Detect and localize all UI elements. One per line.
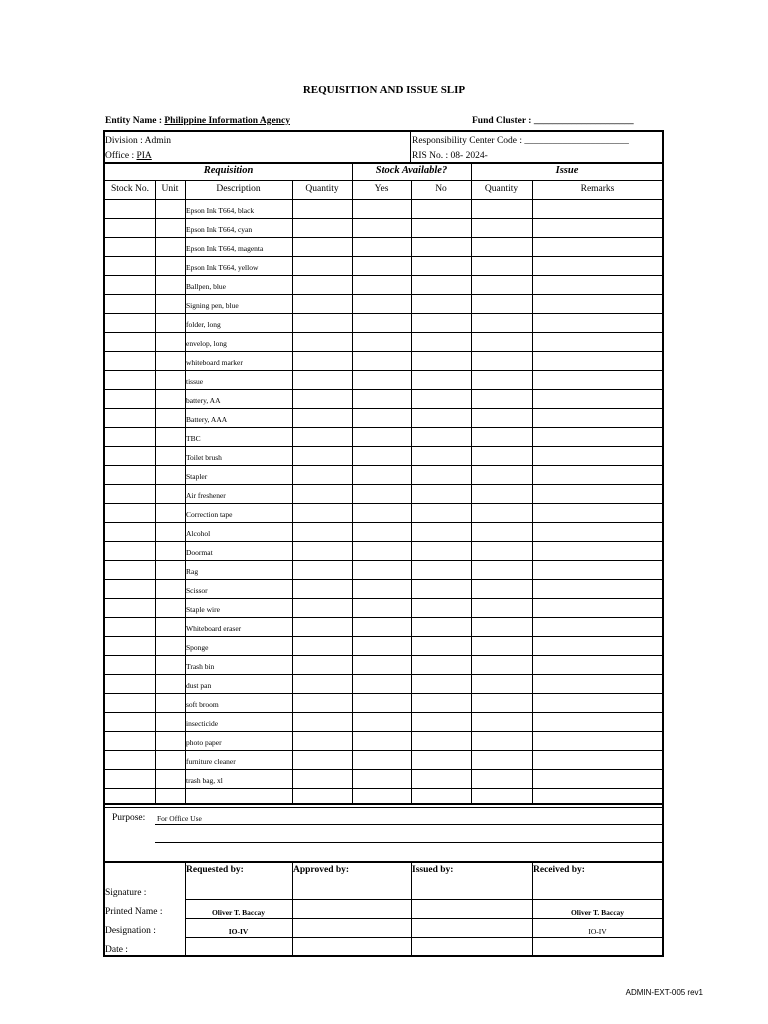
- col-line-292: [292, 180, 293, 804]
- date-label: Date :: [105, 945, 128, 955]
- table-row: [103, 807, 664, 808]
- form-code: ADMIN-EXT-005 rev1: [625, 988, 703, 997]
- item-description: Whiteboard eraser: [186, 624, 242, 633]
- table-row: [103, 788, 664, 789]
- item-description: Rag: [186, 567, 199, 576]
- table-row: [103, 636, 664, 637]
- item-description: Signing pen, blue: [186, 301, 239, 310]
- col-line-411: [411, 180, 412, 804]
- item-description: insecticide: [186, 719, 219, 728]
- table-row: [103, 484, 664, 485]
- table-row: [103, 446, 664, 447]
- requested-by-name: Oliver T. Baccay: [211, 908, 266, 917]
- section-bottom-line: [103, 180, 664, 181]
- items-bottom-line: [103, 803, 664, 805]
- table-row: [103, 655, 664, 656]
- fund-cluster-value: _____________________: [533, 116, 634, 126]
- table-row: [103, 465, 664, 466]
- purpose-line-2: [155, 842, 663, 843]
- table-row: [103, 237, 664, 238]
- item-description: Epson Ink T664, cyan: [186, 225, 253, 234]
- item-description: Stapler: [186, 472, 208, 481]
- frame-top: [103, 130, 664, 132]
- table-row: [103, 560, 664, 561]
- col-line-155: [155, 180, 156, 804]
- entity-name-value: Philippine Information Agency: [164, 116, 290, 126]
- division: Division : Admin: [105, 136, 171, 146]
- column-header-bottom: [103, 199, 664, 200]
- received-by-designation: IO-IV: [588, 927, 607, 936]
- frame-left: [103, 130, 105, 957]
- table-row: [103, 408, 664, 409]
- frame-bottom: [103, 955, 664, 957]
- entity-name-label: Entity Name :: [105, 116, 165, 126]
- table-row: [103, 332, 664, 333]
- sig-col-292: [292, 861, 293, 956]
- item-description: soft broom: [186, 700, 219, 709]
- received-by-header: Received by:: [533, 865, 585, 875]
- item-description: Toilet brush: [186, 453, 222, 462]
- col-quantity: Quantity: [305, 184, 339, 194]
- table-row: [103, 275, 664, 276]
- item-description: Doormat: [186, 548, 213, 557]
- requested-by-header: Requested by:: [186, 865, 244, 875]
- item-description: Epson Ink T664, black: [186, 206, 255, 215]
- table-row: [103, 351, 664, 352]
- table-row: [103, 503, 664, 504]
- signatory-top-line: [103, 861, 664, 863]
- frame-right: [662, 130, 664, 957]
- requested-by-designation: IO-IV: [228, 927, 249, 936]
- item-description: folder, long: [186, 320, 221, 329]
- section-requisition: Requisition: [203, 165, 254, 176]
- office-label: Office :: [105, 151, 137, 161]
- signature-label: Signature :: [105, 888, 147, 898]
- responsibility-center-code: Responsibility Center Code : ______________________: [412, 136, 629, 146]
- fund-cluster: [472, 116, 634, 126]
- table-row: [103, 598, 664, 599]
- col-unit: Unit: [161, 184, 179, 194]
- item-description: Air freshener: [186, 491, 226, 500]
- item-description: battery, AA: [186, 396, 221, 405]
- header-divider: [410, 130, 411, 163]
- section-stock-available: Stock Available?: [375, 165, 448, 176]
- table-row: [103, 769, 664, 770]
- col-yes: Yes: [374, 184, 389, 194]
- col-line-352: [352, 162, 353, 804]
- section-issue: Issue: [555, 165, 579, 176]
- ris-number: RIS No. : 08- 2024-: [412, 151, 488, 161]
- table-row: [103, 731, 664, 732]
- item-description: TBC: [186, 434, 201, 443]
- item-description: Epson Ink T664, magenta: [186, 244, 264, 253]
- office-value: PIA: [136, 151, 152, 161]
- table-row: [103, 370, 664, 371]
- fund-cluster-label: Fund Cluster :: [472, 116, 534, 126]
- section-top-line: [103, 162, 664, 164]
- item-description: Battery, AAA: [186, 415, 228, 424]
- table-row: [103, 674, 664, 675]
- col-remarks: Remarks: [580, 184, 615, 194]
- col-issue-quantity: Quantity: [484, 184, 519, 194]
- printed-name-label: Printed Name :: [105, 907, 163, 917]
- item-description: whiteboard marker: [186, 358, 243, 367]
- item-description: Ballpen, blue: [186, 282, 226, 291]
- col-no: No: [435, 184, 447, 194]
- item-description: Trash bin: [186, 662, 215, 671]
- table-row: [103, 579, 664, 580]
- table-row: [103, 427, 664, 428]
- table-row: [103, 218, 664, 219]
- table-row: [103, 313, 664, 314]
- designation-label: Designation :: [105, 926, 156, 936]
- table-row: [103, 712, 664, 713]
- item-description: Sponge: [186, 643, 209, 652]
- item-description: Epson Ink T664, yellow: [186, 263, 259, 272]
- issued-by-header: Issued by:: [412, 865, 454, 875]
- sig-row-line-1: [185, 899, 663, 900]
- col-line-471: [471, 162, 472, 804]
- col-description: Description: [216, 184, 261, 194]
- received-by-name: Oliver T. Baccay: [570, 908, 625, 917]
- table-row: [103, 294, 664, 295]
- purpose-label: Purpose:: [112, 813, 146, 823]
- office: [105, 151, 152, 161]
- entity-name: [105, 116, 290, 126]
- item-description: Alcohol: [186, 529, 211, 538]
- item-description: furniture cleaner: [186, 757, 236, 766]
- sig-row-line-2: [185, 918, 663, 919]
- col-line-532: [532, 180, 533, 804]
- approved-by-header: Approved by:: [293, 865, 350, 875]
- sig-row-line-3: [185, 937, 663, 938]
- item-description: photo paper: [186, 738, 222, 747]
- table-row: [103, 389, 664, 390]
- purpose-value: For Office Use: [157, 814, 202, 823]
- item-description: Staple wire: [186, 605, 220, 614]
- item-description: Scissor: [186, 586, 208, 595]
- item-description: envelop, long: [186, 339, 227, 348]
- table-row: [103, 693, 664, 694]
- col-stock-no: Stock No.: [111, 184, 149, 194]
- item-description: Correction tape: [186, 510, 233, 519]
- sig-col-411: [411, 861, 412, 956]
- sig-col-532: [532, 861, 533, 956]
- table-row: [103, 256, 664, 257]
- table-row: [103, 750, 664, 751]
- page-title: REQUISITION AND ISSUE SLIP: [302, 84, 466, 96]
- table-row: [103, 522, 664, 523]
- sig-col-185: [185, 861, 186, 956]
- table-row: [103, 617, 664, 618]
- item-description: tissue: [186, 377, 204, 386]
- col-line-185: [185, 180, 186, 804]
- purpose-line-1: [155, 824, 663, 825]
- item-description: dust pan: [186, 681, 212, 690]
- table-row: [103, 541, 664, 542]
- item-description: trash bag, xl: [186, 776, 223, 785]
